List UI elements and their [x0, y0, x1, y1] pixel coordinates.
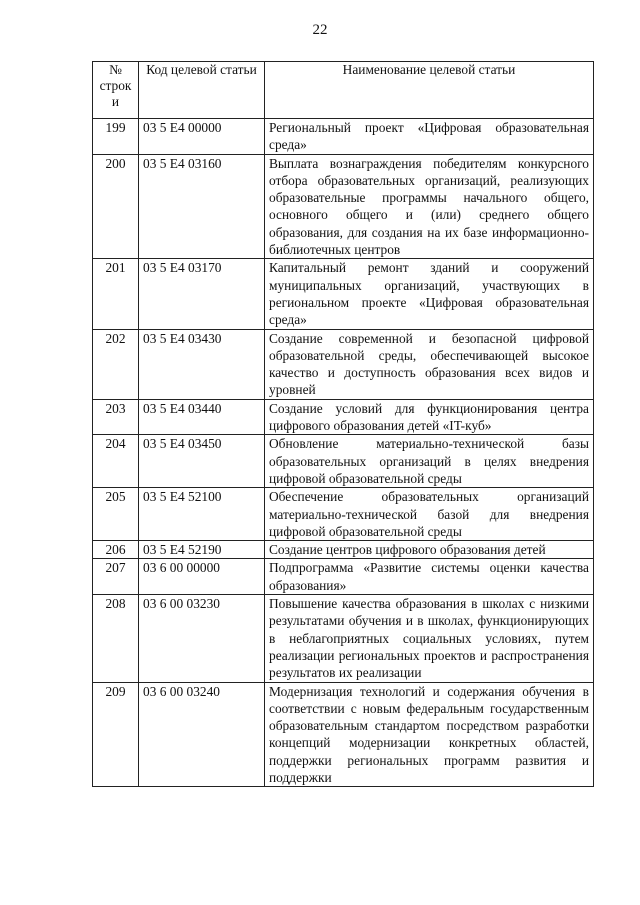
row-number-cell: 204 [93, 435, 139, 488]
row-number-cell: 206 [93, 541, 139, 559]
row-number-cell: 199 [93, 119, 139, 155]
article-name-cell: Капитальный ремонт зданий и сооружений муниципальных организаций, участвующих в региональном проекте «Цифровая образовательная среда» [265, 259, 594, 329]
article-code-cell: 03 5 Е4 03170 [139, 259, 265, 329]
table-header-row [93, 62, 594, 119]
article-name-cell: Региональный проект «Цифровая образовательная среда» [265, 119, 594, 155]
article-name-cell: Создание центров цифрового образования детей [265, 541, 594, 559]
table-row [93, 559, 594, 595]
target-articles-table [92, 61, 594, 787]
table-row [93, 259, 594, 329]
table-row [93, 399, 594, 435]
table-row [93, 682, 594, 787]
header-article-code: Код целевой статьи [139, 62, 265, 119]
article-name-cell: Модернизация технологий и содержания обучения в соответствии с новым федеральным государственным образовательным стандартом посредством разработки концепций модернизации конкретных областей, поддержки региональных программ развития и поддержки [265, 682, 594, 787]
article-code-cell: 03 5 Е4 03160 [139, 154, 265, 259]
row-number-cell: 208 [93, 595, 139, 682]
page-number: 22 [312, 22, 328, 38]
table-row [93, 119, 594, 155]
article-name-cell: Создание современной и безопасной цифровой образовательной среды, обеспечивающей высокое качество и доступность образования всех видов и уровней [265, 329, 594, 399]
article-code-cell: 03 5 Е4 03430 [139, 329, 265, 399]
row-number-cell: 207 [93, 559, 139, 595]
article-name-cell: Повышение качества образования в школах с низкими результатами обучения и в школах, функционирующих в неблагоприятных социальных условиях, путем реализации региональных проектов и распространения результатов их реализации [265, 595, 594, 682]
table-row [93, 488, 594, 541]
article-name-cell: Создание условий для функционирования центра цифрового образования детей «IT-куб» [265, 399, 594, 435]
table-row [93, 541, 594, 559]
article-code-cell: 03 5 Е4 03440 [139, 399, 265, 435]
article-name-cell: Подпрограмма «Развитие системы оценки качества образования» [265, 559, 594, 595]
article-name-cell: Обеспечение образовательных организаций материально-технической базой для внедрения цифровой образовательной среды [265, 488, 594, 541]
row-number-cell: 203 [93, 399, 139, 435]
article-code-cell: 03 5 Е4 52100 [139, 488, 265, 541]
table-row [93, 435, 594, 488]
table-row [93, 154, 594, 259]
article-name-cell: Выплата вознаграждения победителям конкурсного отбора образовательных организаций, реализующих образовательные программы начального общего, основного общего и (или) среднего общего образования, для создания на их базе информационно-библиотечных центров [265, 154, 594, 259]
article-code-cell: 03 5 Е4 52190 [139, 541, 265, 559]
row-number-cell: 201 [93, 259, 139, 329]
table-row [93, 329, 594, 399]
article-code-cell: 03 5 Е4 03450 [139, 435, 265, 488]
header-article-name: Наименование целевой статьи [265, 62, 594, 119]
table-row [93, 595, 594, 682]
header-row-number: № строк и [93, 62, 139, 119]
article-code-cell: 03 6 00 03240 [139, 682, 265, 787]
article-name-cell: Обновление материально-технической базы образовательных организаций в целях внедрения цифровой образовательной среды [265, 435, 594, 488]
article-code-cell: 03 6 00 03230 [139, 595, 265, 682]
article-code-cell: 03 5 Е4 00000 [139, 119, 265, 155]
row-number-cell: 209 [93, 682, 139, 787]
row-number-cell: 205 [93, 488, 139, 541]
row-number-cell: 200 [93, 154, 139, 259]
article-code-cell: 03 6 00 00000 [139, 559, 265, 595]
row-number-cell: 202 [93, 329, 139, 399]
table-body [93, 119, 594, 787]
